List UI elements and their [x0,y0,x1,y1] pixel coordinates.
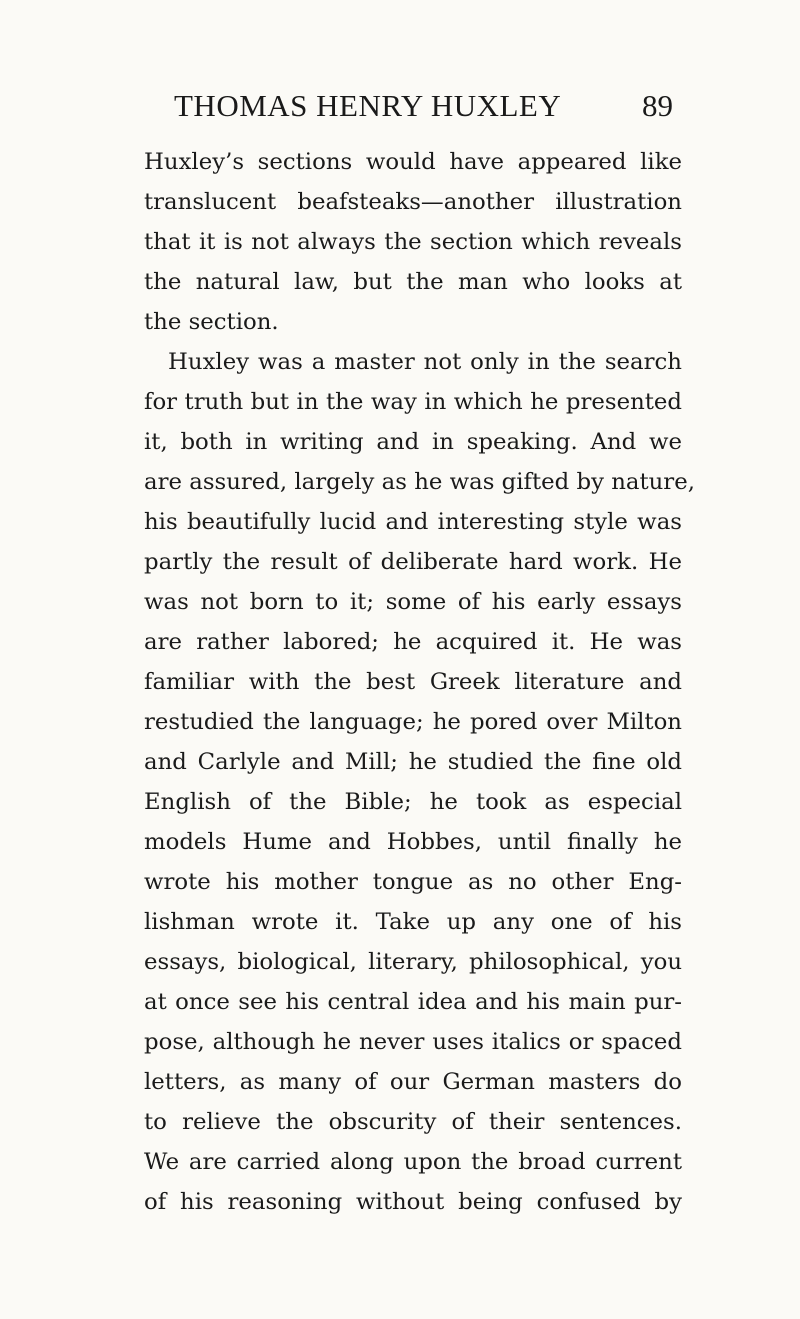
text-line: translucent beafsteaks—another illustration [144,189,682,215]
text-line: essays, biological, literary, philosophical, you [144,949,682,975]
text-line: that it is not always the section which reveals [144,229,682,255]
body-text [144,142,695,1222]
text-line: We are carried along upon the broad current [144,1149,682,1175]
page-number: 89 [642,88,673,123]
text-line: lishman wrote it. Take up any one of his [144,909,682,935]
text-line: are rather labored; he acquired it. He was [144,629,682,655]
text-line: his beautifully lucid and interesting style was [144,509,682,535]
text-line: wrote his mother tongue as no other Eng- [144,869,682,895]
text-line: for truth but in the way in which he presented [144,389,682,415]
text-line: letters, as many of our German masters do [144,1069,682,1095]
text-line: familiar with the best Greek literature and [144,669,682,695]
text-line: are assured, largely as he was gifted by nature, [144,469,695,495]
text-line: Huxley’s sections would have appeared like [144,149,682,175]
text-line: at once see his central idea and his main pur- [144,989,682,1015]
text-line: Huxley was a master not only in the search [168,349,682,375]
text-line: was not born to it; some of his early essays [144,589,682,615]
text-line: models Hume and Hobbes, until finally he [144,829,682,855]
text-line: partly the result of deliberate hard work. He [144,549,682,575]
text-line: and Carlyle and Mill; he studied the fine old [144,749,682,775]
text-line: of his reasoning without being confused by [144,1189,682,1215]
text-line: the natural law, but the man who looks at [144,269,682,295]
text-line: the section. [144,309,279,335]
text-line: it, both in writing and in speaking. And we [144,429,682,455]
text-line: pose, although he never uses italics or spaced [144,1029,682,1055]
page-header [0,86,800,126]
running-title: THOMAS HENRY HUXLEY [174,88,562,123]
text-line: English of the Bible; he took as especial [144,789,682,815]
text-line: restudied the language; he pored over Milton [144,709,682,735]
text-line: to relieve the obscurity of their sentences. [144,1109,682,1135]
